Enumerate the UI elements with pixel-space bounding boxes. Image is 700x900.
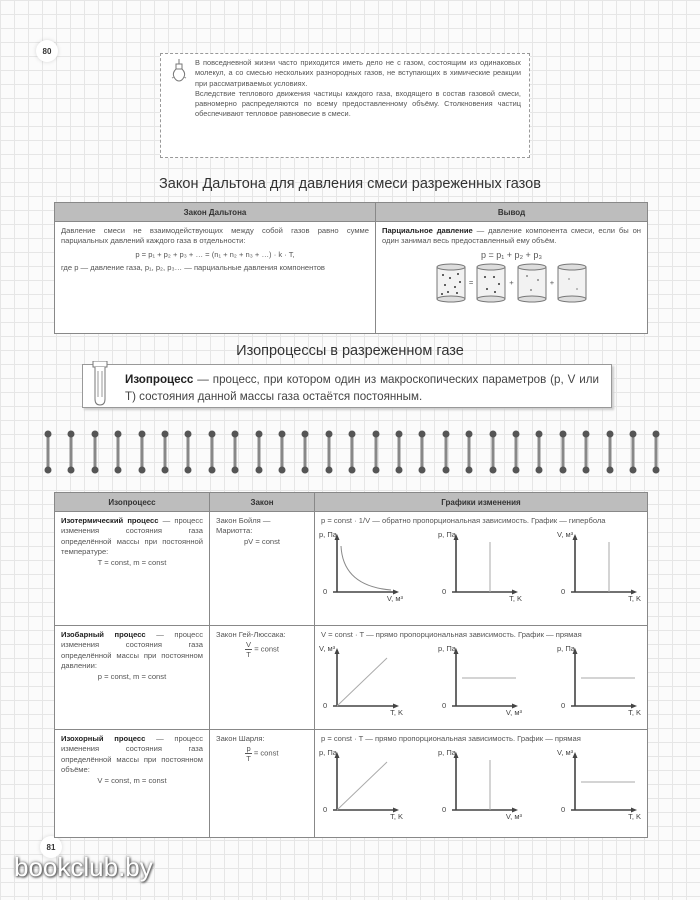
y-axis-label: V, м³ (557, 530, 574, 540)
spiral-ring-icon (582, 430, 590, 474)
spiral-ring-icon (442, 430, 450, 474)
x-axis-label: T, K (390, 708, 403, 718)
spiral-ring-icon (535, 430, 543, 474)
dalton-section-title: Закон Дальтона для давления смеси разреженных газов (159, 176, 541, 192)
law-name: Закон Бойля — Мариотта: (216, 516, 271, 536)
spiral-ring-icon (559, 430, 567, 474)
dalton-law-where: где p — давление газа, p₁, p₂, p₃… — парциальные давления компонентов (61, 263, 325, 273)
spiral-ring-icon (231, 430, 239, 474)
header-isoprocess: Изопроцесс (55, 493, 210, 512)
plus-sign: + (549, 278, 555, 288)
plus-sign: + (509, 278, 514, 288)
origin-label: 0 (323, 805, 328, 815)
dalton-header-law: Закон Дальтона (55, 203, 376, 222)
law-formula: pV = const (243, 536, 281, 546)
law-cell (210, 626, 315, 730)
graph-formula: V = const · T (321, 630, 364, 639)
spiral-ring-icon (489, 430, 497, 474)
process-term: Изобарный процесс (61, 630, 146, 639)
partial-pressure-definition: — давление компонента смеси, если бы он один занимал весь предоставленный ему объём. (382, 226, 641, 246)
origin-label: 0 (323, 701, 328, 711)
origin-label: 0 (561, 701, 566, 711)
cylinders-illustration (382, 263, 641, 303)
y-axis-label: p, Па (438, 530, 456, 540)
isoprocess-table (54, 492, 648, 838)
process-cell (55, 626, 210, 730)
partial-pressure-term: Парциальное давление (382, 226, 473, 235)
cylinder-gas2-icon (517, 263, 547, 303)
spiral-ring-icon (465, 430, 473, 474)
graph-intro: — прямо пропорциональная зависимость. График — прямая (363, 734, 581, 743)
law-name: Закон Гей-Люссака: (216, 630, 286, 639)
origin-label: 0 (561, 805, 566, 815)
partial-pressure-formula: p = p₁ + p₂ + p₃ (481, 249, 542, 260)
page-number-top: 80 (36, 40, 58, 62)
isoprocess-definition-box (82, 364, 612, 408)
x-axis-label: T, K (390, 812, 403, 822)
lightbulb-icon (171, 59, 187, 88)
spiral-ring-icon (606, 430, 614, 474)
y-axis-label: V, м³ (319, 644, 336, 654)
spiral-ring-icon (512, 430, 520, 474)
spiral-ring-icon (301, 430, 309, 474)
x-axis-label: V, м³ (386, 594, 403, 604)
spiral-ring-icon (652, 430, 660, 474)
graph-formula: p = const · 1/V (321, 516, 371, 525)
table-row (55, 730, 648, 838)
spiral-ring-icon (372, 430, 380, 474)
isoprocess-definition: — процесс, при котором один из макроскопических параметров (p, V или T) состояния данной массы газа остаётся постоянным. (125, 373, 599, 403)
test-tube-icon (89, 361, 111, 416)
page-number-bottom: 81 (40, 836, 62, 858)
x-axis-label: T, K (509, 594, 522, 604)
table-row (55, 626, 648, 730)
x-axis-label: T, K (628, 708, 641, 718)
spiral-ring-icon (395, 430, 403, 474)
dalton-law-formula: p = p₁ + p₂ + p₃ + … = (n₁ + n₂ + n₃ + …) · k · T, (135, 249, 295, 259)
x-axis-label: V, м³ (505, 812, 522, 822)
info-note (160, 53, 530, 158)
graphs-cell (315, 512, 648, 626)
spiral-ring-icon (161, 430, 169, 474)
spiral-ring-icon (44, 430, 52, 474)
cylinder-mixture-icon (436, 263, 466, 303)
law-cell (210, 512, 315, 626)
process-condition: T = const, m = const (97, 557, 167, 567)
mini-graph (559, 642, 641, 718)
isoprocess-section-title: Изопроцессы в разреженном газе (236, 343, 464, 359)
y-axis-label: p, Па (438, 748, 456, 758)
spiral-binding (36, 430, 666, 480)
origin-label: 0 (442, 701, 447, 711)
process-desc: — процесс изменения состояния газа определённой массы при постоянном объёме: (61, 734, 203, 775)
law-cell (210, 730, 315, 838)
dalton-law-text: Давление смеси не взаимодействующих между собой газов равно сумме парциальных давлений каждого газа в отдельности: (61, 226, 369, 246)
isoprocess-term: Изопроцесс (125, 373, 194, 386)
origin-label: 0 (561, 587, 566, 597)
y-axis-label: V, м³ (557, 748, 574, 758)
x-axis-label: V, м³ (505, 708, 522, 718)
graphs-cell (315, 626, 648, 730)
equals-sign: = (468, 278, 474, 288)
graph-intro: — прямо пропорциональная зависимость. График — прямая (363, 630, 582, 639)
note-paragraph-1: В повседневной жизни часто приходится иметь дело не с газом, состоящим из одинаковых молекул, а со смесью нескольких разнородных газов, не вступающих в химические реакции при рассматриваемых условиях. (195, 58, 521, 88)
process-term: Изотермический процесс (61, 516, 159, 525)
process-condition: p = const, m = const (97, 671, 167, 681)
process-desc: — процесс изменения состояния газа определённой массы при постоянном давлении: (61, 630, 203, 671)
x-axis-label: T, K (628, 594, 641, 604)
y-axis-label: p, Па (319, 530, 337, 540)
mini-graph (321, 746, 403, 822)
spiral-ring-icon (278, 430, 286, 474)
mini-graph (440, 528, 522, 604)
law-fraction: $\frac{p}{T}$ (246, 744, 251, 764)
dalton-table (54, 202, 648, 334)
spiral-ring-icon (184, 430, 192, 474)
mini-graph (321, 642, 403, 718)
spiral-ring-icon (629, 430, 637, 474)
origin-label: 0 (442, 587, 447, 597)
spiral-ring-icon (114, 430, 122, 474)
process-term: Изохорный процесс (61, 734, 146, 743)
y-axis-label: p, Па (557, 644, 575, 654)
spiral-ring-icon (208, 430, 216, 474)
note-paragraph-2: Вследствие теплового движения частицы каждого газа, входящего в состав газовой смеси, равномерно распределяются по всему предоставленному объёму. Столкновения частиц обеспечивают тепловое равновесие в смеси. (195, 88, 521, 119)
mini-graph (321, 528, 403, 604)
cylinder-gas1-icon (476, 263, 506, 303)
y-axis-label: p, Па (438, 644, 456, 654)
origin-label: 0 (442, 805, 447, 815)
spiral-ring-icon (138, 430, 146, 474)
mini-graph (559, 746, 641, 822)
spiral-ring-icon (348, 430, 356, 474)
dalton-law-cell (55, 222, 376, 334)
dalton-header-conclusion: Вывод (376, 203, 648, 222)
header-law: Закон (210, 493, 315, 512)
graph-intro: — обратно пропорциональная зависимость. График — гипербола (370, 516, 606, 525)
law-formula: = const (254, 644, 279, 654)
origin-label: 0 (323, 587, 328, 597)
cylinder-gas3-icon (557, 263, 587, 303)
table-row (55, 512, 648, 626)
x-axis-label: T, K (628, 812, 641, 822)
header-graphs: Графики изменения (315, 493, 648, 512)
spiral-ring-icon (325, 430, 333, 474)
spiral-ring-icon (255, 430, 263, 474)
mini-graph (440, 746, 522, 822)
spiral-ring-icon (91, 430, 99, 474)
process-cell (55, 730, 210, 838)
mini-graph (440, 642, 522, 718)
law-formula: = const (253, 748, 279, 758)
graphs-cell (315, 730, 648, 838)
process-cell (55, 512, 210, 626)
graph-formula: p = const · T (321, 734, 364, 743)
law-name: Закон Шарля: (216, 734, 265, 743)
spiral-ring-icon (67, 430, 75, 474)
dalton-conclusion-cell (376, 222, 648, 334)
y-axis-label: p, Па (319, 748, 337, 758)
process-desc: — процесс изменения состояния газа определённой массы при постоянной температуре: (61, 516, 203, 557)
watermark: bookclub.by (14, 852, 153, 882)
spiral-ring-icon (418, 430, 426, 474)
law-fraction: $\frac{V}{T}$ (246, 640, 252, 660)
mini-graph (559, 528, 641, 604)
process-condition: V = const, m = const (97, 775, 167, 785)
